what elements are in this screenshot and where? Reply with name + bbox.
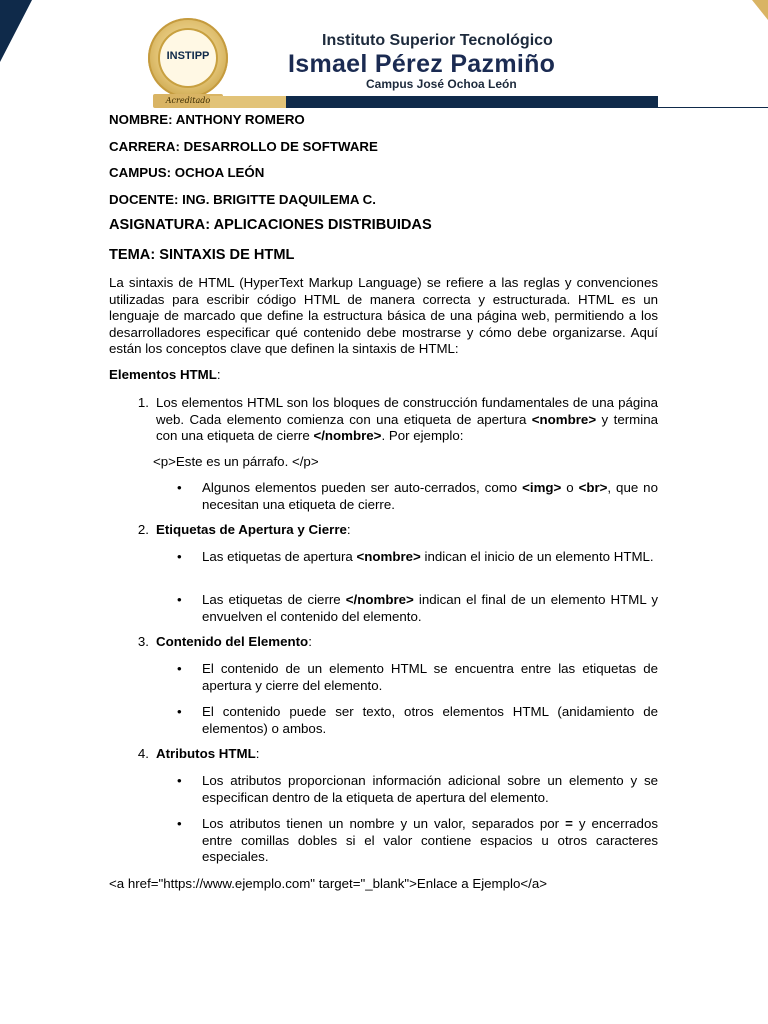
header-bar-gold	[210, 96, 286, 108]
code-example: <p>Este es un párrafo. </p>	[153, 454, 319, 469]
logo-seal	[148, 18, 228, 98]
bullet-dot	[177, 816, 182, 833]
bullet-dot	[177, 480, 182, 497]
item-number: 2.	[137, 522, 149, 537]
bullet-item: Los atributos proporcionan información adicional sobre un elemento y se especifican dentro de la etiqueta de apertura del elemento.	[202, 773, 658, 805]
institute-line1: Instituto Superior Tecnológico	[322, 32, 553, 49]
list-item-title: Etiquetas de Apertura y Cierre:	[156, 522, 351, 537]
bullet-item: Los atributos tienen un nombre y un valor, separados por = y encerrados entre comillas dobles si el valor contiene espacios u otros caracteres especiales.	[202, 816, 658, 864]
closing-code-example: <a href="https://www.ejemplo.com" target="_blank">Enlace a Ejemplo</a>	[109, 876, 547, 891]
header-corner-decoration-left	[0, 0, 32, 62]
bullet-dot	[177, 773, 182, 790]
list-item-title: Atributos HTML:	[156, 746, 260, 761]
logo-text: INSTIPP	[166, 50, 210, 62]
bullet-dot	[177, 661, 182, 678]
bullet-item: Las etiquetas de cierre </nombre> indican el final de un elemento HTML y envuelven el contenido del elemento.	[202, 592, 658, 624]
section-heading: Elementos HTML:	[109, 367, 221, 382]
subject: ASIGNATURA: APLICACIONES DISTRIBUIDAS	[109, 217, 432, 233]
campus: CAMPUS: OCHOA LEÓN	[109, 165, 265, 180]
bullet-item: El contenido de un elemento HTML se encuentra entre las etiquetas de apertura y cierre del elemento.	[202, 661, 658, 693]
bullet-item: Algunos elementos pueden ser auto-cerrados, como <img> o <br>, que no necesitan una etiqueta de cierre.	[202, 480, 658, 512]
list-item-title: Contenido del Elemento:	[156, 634, 312, 649]
logo-ribbon: Acreditado	[153, 94, 223, 108]
student-name: NOMBRE: ANTHONY ROMERO	[109, 112, 305, 127]
header-corner-decoration-right	[752, 0, 768, 20]
list-item: Los elementos HTML son los bloques de construcción fundamentales de una página web. Cada elemento comienza con una etiqueta de apertura <nombre> y termina con una etiqueta de cierre </nombre>. Por ejemplo:	[156, 395, 658, 443]
bullet-dot	[177, 592, 182, 609]
item-number: 1.	[137, 395, 149, 410]
topic: TEMA: SINTAXIS DE HTML	[109, 247, 295, 263]
campus-line: Campus José Ochoa León	[366, 77, 517, 91]
bullet-item: Las etiquetas de apertura <nombre> indican el inicio de un elemento HTML.	[202, 549, 654, 564]
item-number: 3.	[137, 634, 149, 649]
bullet-item: El contenido puede ser texto, otros elementos HTML (anidamiento de elementos) o ambos.	[202, 704, 658, 736]
header-bar-navy	[286, 96, 658, 108]
career: CARRERA: DESARROLLO DE SOFTWARE	[109, 139, 378, 154]
bullet-dot	[177, 704, 182, 721]
item-number: 4.	[137, 746, 149, 761]
teacher: DOCENTE: ING. BRIGITTE DAQUILEMA C.	[109, 192, 376, 207]
header-rule	[658, 107, 768, 108]
intro-paragraph: La sintaxis de HTML (HyperText Markup Language) se refiere a las reglas y convenciones utilizadas para escribir código HTML de manera correcta y estructurada. HTML es un lenguaje de marcado que define la estructura básica de una página web, permitiendo a los desarrolladores especificar qué contenido debe mostrarse y cómo debe organizarse. Aquí están los conceptos clave que definen la sintaxis de HTML:	[109, 275, 658, 356]
institute-name: Ismael Pérez Pazmiño	[288, 50, 556, 78]
bullet-dot	[177, 549, 182, 566]
